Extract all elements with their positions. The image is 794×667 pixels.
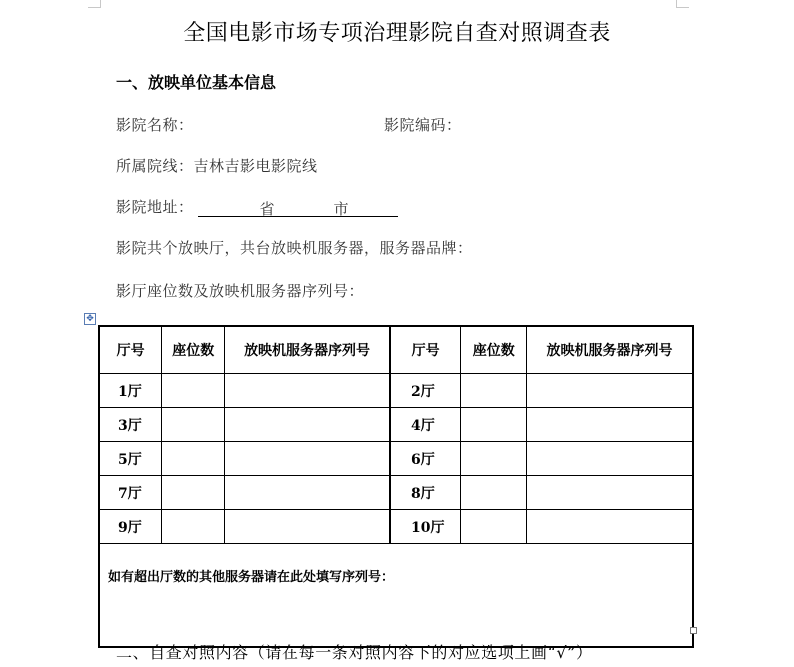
hall-cell: 4厅 — [390, 408, 461, 442]
seats-input-cell[interactable] — [461, 476, 527, 510]
hall-cell: 9厅 — [99, 510, 162, 544]
serial-input-cell[interactable] — [527, 374, 693, 408]
circuit-row: 所属院线：吉林吉影电影院线 — [116, 157, 318, 175]
serial-input-cell[interactable] — [527, 476, 693, 510]
section-self-check-heading: 二、自查对照内容（请在每一条对照内容下的对应选项上画“√”） — [116, 643, 593, 662]
cinema-code-label: 影院编码： — [384, 116, 462, 134]
header-serial: 放映机服务器序列号 — [225, 326, 390, 374]
serial-input-cell[interactable] — [225, 476, 390, 510]
serial-input-cell[interactable] — [527, 408, 693, 442]
hall-cell: 10厅 — [390, 510, 461, 544]
seats-input-cell[interactable] — [461, 442, 527, 476]
seats-input-cell[interactable] — [461, 374, 527, 408]
table-header-row — [99, 326, 693, 374]
serial-input-cell[interactable] — [527, 442, 693, 476]
page-corner-mark-left — [88, 0, 101, 8]
serial-input-cell[interactable] — [225, 374, 390, 408]
seats-input-cell[interactable] — [162, 408, 225, 442]
header-seats: 座位数 — [162, 326, 225, 374]
hall-cell: 6厅 — [390, 442, 461, 476]
hall-server-table — [98, 325, 694, 648]
serial-input-cell[interactable] — [225, 442, 390, 476]
header-serial-2: 放映机服务器序列号 — [527, 326, 693, 374]
seats-input-cell[interactable] — [162, 476, 225, 510]
halls-info-row: 影院共个放映厅，共台放映机服务器，服务器品牌： — [116, 239, 473, 257]
table-resize-handle[interactable] — [690, 627, 697, 634]
move-arrows-icon[interactable]: ✥ — [84, 313, 96, 325]
document-title: 全国电影市场专项治理影院自查对照调查表 — [183, 21, 611, 46]
page-corner-mark-right — [676, 0, 689, 8]
table-row — [99, 408, 693, 442]
section-basic-info-heading: 一、放映单位基本信息 — [116, 73, 277, 92]
hall-cell: 8厅 — [390, 476, 461, 510]
table-row — [99, 374, 693, 408]
hall-cell: 5厅 — [99, 442, 162, 476]
seats-serials-row: 影厅座位数及放映机服务器序列号： — [116, 282, 365, 300]
serial-input-cell[interactable] — [225, 510, 390, 544]
seats-input-cell[interactable] — [461, 408, 527, 442]
hall-cell: 1厅 — [99, 374, 162, 408]
header-hall: 厅号 — [99, 326, 162, 374]
seats-input-cell[interactable] — [162, 510, 225, 544]
seats-input-cell[interactable] — [461, 510, 527, 544]
seats-input-cell[interactable] — [162, 374, 225, 408]
address-row — [116, 196, 398, 217]
table-note-row — [99, 544, 693, 648]
address-underline[interactable] — [198, 198, 398, 217]
seats-input-cell[interactable] — [162, 442, 225, 476]
table-row — [99, 442, 693, 476]
hall-cell: 7厅 — [99, 476, 162, 510]
serial-input-cell[interactable] — [527, 510, 693, 544]
table-row — [99, 510, 693, 544]
cinema-name-label: 影院名称： — [116, 116, 194, 134]
table-row — [99, 476, 693, 510]
header-hall-2: 厅号 — [390, 326, 461, 374]
hall-cell: 3厅 — [99, 408, 162, 442]
serial-input-cell[interactable] — [225, 408, 390, 442]
city-label: 市 — [333, 200, 350, 218]
extra-servers-note[interactable]: 如有超出厅数的其他服务器请在此处填写序列号： — [99, 544, 693, 648]
cinema-name-row — [116, 114, 462, 135]
province-label: 省 — [259, 200, 276, 218]
header-seats-2: 座位数 — [461, 326, 527, 374]
hall-cell: 2厅 — [390, 374, 461, 408]
address-label: 影院地址： — [116, 198, 194, 216]
